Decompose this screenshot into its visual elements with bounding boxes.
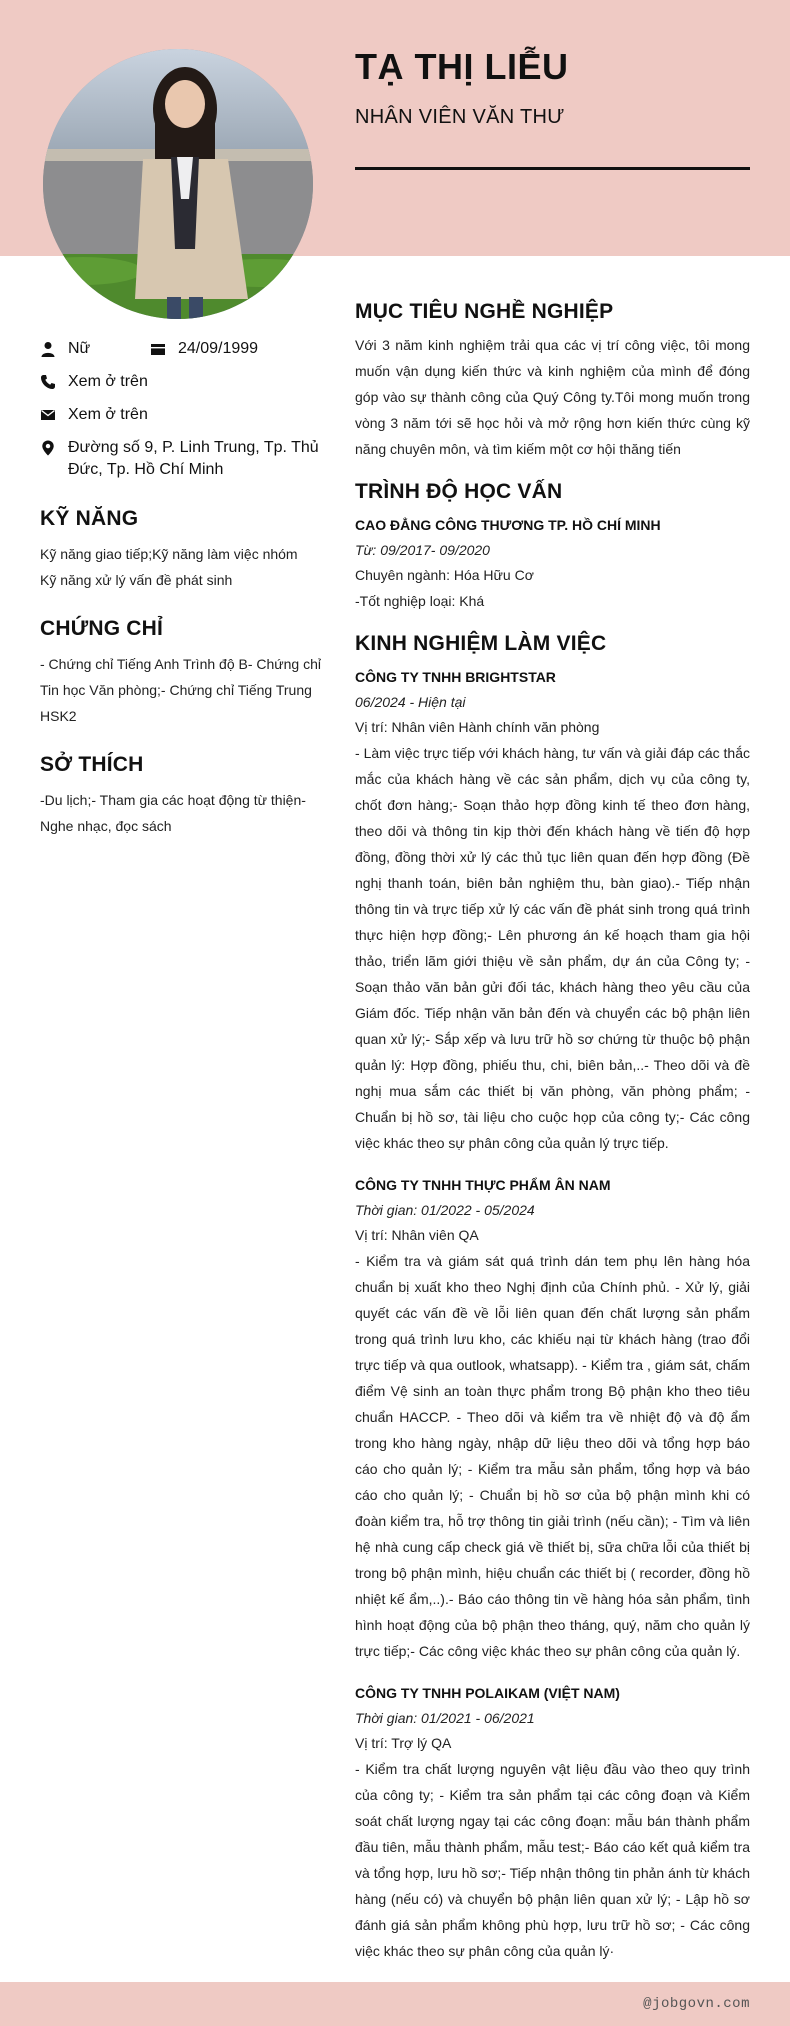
experience-heading: KINH NGHIỆM LÀM VIỆC <box>355 632 607 655</box>
skills-heading: KỸ NĂNG <box>40 507 139 530</box>
job-role: Vị trí: Nhân viên Hành chính văn phòng <box>355 719 600 735</box>
education-heading: TRÌNH ĐỘ HỌC VẤN <box>355 480 563 503</box>
job-description: - Làm việc trực tiếp với khách hàng, tư vấn và giải đáp các thắc mắc của khách hàng về các sản phẩm, dịch vụ của công ty, chốt đơn hàng;- Soạn thảo hợp đồng kinh tế theo đơn hàng, theo dõi và thông tin kịp thời đến khách hàng về tiến độ hợp đồng, đồng thời xử lý các thủ tục liên quan đến hợp đồng (Đề nghị thanh toán, biên bản nghiệm thu, bàn giao).- Tiếp nhận thông tin và trực tiếp xử lý các vấn đề phát sinh trong quá trình thực hiện hợp đồng;- Lên phương án kế hoạch tham gia hội thảo, triển lãm giới thiệu về sản phẩm, dự án của Công ty; - Soạn thảo văn bản gửi đối tác, khách hàng theo yêu cầu của Giám đốc. Tiếp nhận văn bản đến và chuyển các bộ phận liên quan xử lý;- Sắp xếp và lưu trữ hồ sơ chứng từ thuộc bộ phận quản lý: Hợp đồng, phiếu thu, chi, biên bản,..- Theo dõi và đề nghị mua sắm các thiết bị văn phòng, văn phòng phẩm; - Chuẩn bị hồ sơ, tài liệu cho cuộc họp của công ty;- Các công việc khác theo sự phân công của quản lý trực tiếp. <box>355 745 750 1151</box>
objective-section <box>355 300 750 462</box>
gender-birthday-row <box>40 338 330 360</box>
objective-heading: MỤC TIÊU NGHỀ NGHIỆP <box>355 300 614 323</box>
education-section <box>355 480 750 614</box>
title-divider <box>355 167 750 170</box>
job-company: CÔNG TY TNHH POLAIKAM (VIỆT NAM) <box>355 1685 620 1701</box>
job-company: CÔNG TY TNHH THỰC PHẨM ÂN NAM <box>355 1177 611 1193</box>
address-row <box>40 437 330 481</box>
skill-line: Kỹ năng xử lý vấn đề phát sinh <box>40 572 233 588</box>
job-description: - Kiểm tra và giám sát quá trình dán tem phụ lên hàng hóa chuẩn bị xuất kho theo Nghị định của Chính phủ. - Xử lý, giải quyết các vấn đề về lỗi liên quan đến chất lượng sản phẩm trong quá trình lưu kho, các khiếu nại từ khách hàng (trao đổi trực tiếp và qua outlook, whatsapp). - Kiểm tra , giám sát, chấm điểm Vệ sinh an toàn thực phẩm trong Bộ phận kho theo tiêu chuẩn HACCP. - Theo dõi và kiểm tra về nhiệt độ và độ ẩm trong kho hàng ngày, nhập dữ liệu theo dõi và tổng hợp báo cáo cho quản lý; - Kiểm tra mẫu sản phẩm, tổng hợp và báo cáo cho quản lý; - Chuẩn bị hồ sơ của bộ phận mình khi có đoàn kiểm tra, hỗ trợ thông tin giải trình (nếu cần); - Tìm và liên hệ nhà cung cấp check giá về thiết bị, sữa chữa lỗi của thiết bị trong bộ phận mình, hiệu chuẩn các thiết bị ( recorder, đồng hồ nhiệt kế ẩm,..).- Báo cáo thông tin về hàng hóa sản phẩm, tình hình hoạt động của bộ phận theo tháng, quý, năm cho quản lý trực tiếp;- Các công việc khác theo sự phân công của quản lý. <box>355 1253 750 1659</box>
job-period: 06/2024 - Hiện tại <box>355 694 466 710</box>
certificates-heading: CHỨNG CHỈ <box>40 617 164 640</box>
hobbies-heading: SỞ THÍCH <box>40 753 144 776</box>
education-period: Từ: 09/2017- 09/2020 <box>355 542 490 558</box>
job-company: CÔNG TY TNHH BRIGHTSTAR <box>355 669 556 685</box>
right-column <box>355 300 750 1980</box>
left-column <box>40 338 330 839</box>
birthday-row <box>150 338 258 360</box>
skill-line: Kỹ năng giao tiếp;Kỹ năng làm việc nhóm <box>40 546 298 562</box>
job-period: Thời gian: 01/2021 - 06/2021 <box>355 1710 535 1726</box>
calendar-icon <box>150 341 166 357</box>
birthday-value: 24/09/1999 <box>178 340 259 357</box>
objective-text: Với 3 năm kinh nghiệm trải qua các vị trí công việc, tôi mong muốn vận dụng kiến thức và kinh nghiệm của mình để đóng góp vào sự thành công của Quý Công ty.Tôi mong muốn trong vòng 3 năm tới sẽ học hỏi và mở rộng hơn kiến thức cùng kỹ năng chuyên môn, và tìm kiếm một cơ hội thăng tiến <box>355 337 750 457</box>
phone-icon <box>40 374 56 390</box>
job-period: Thời gian: 01/2022 - 05/2024 <box>355 1202 535 1218</box>
job-role: Vị trí: Trợ lý QA <box>355 1735 452 1751</box>
phone-value: Xem ở trên <box>68 373 148 390</box>
job-item <box>355 1680 750 1964</box>
candidate-name: TẠ THỊ LIỄU <box>355 46 569 87</box>
person-icon <box>40 341 56 357</box>
school-name: CAO ĐẲNG CÔNG THƯƠNG TP. HỒ CHÍ MINH <box>355 517 661 533</box>
email-row <box>40 404 330 426</box>
gender-row <box>40 338 150 360</box>
location-icon <box>40 440 56 456</box>
footer-watermark: @jobgovn.com <box>643 1996 750 2012</box>
job-description: - Kiểm tra chất lượng nguyên vật liệu đầu vào theo quy trình của công ty; - Kiểm tra sản phẩm tại các công đoạn và Kiểm soát chất lượng ngay tại các công đoạn: mẫu bán thành phẩm đầu tiên, mẫu thành phẩm, mẫu test;- Báo cáo kết quả kiểm tra và tổng hợp, lưu hồ sơ;- Tiếp nhận thông tin phản ánh từ khách hàng (nếu có) và chuyển bộ phận liên quan xử lý; - Lập hồ sơ đánh giá sản phẩm không phù hợp, lưu trữ hồ sơ; - Các công việc khác theo sự phân công của quản lý· <box>355 1761 750 1959</box>
job-item <box>355 664 750 1156</box>
hobbies-text: -Du lịch;- Tham gia các hoạt động từ thiện-Nghe nhạc, đọc sách <box>40 792 306 834</box>
job-role: Vị trí: Nhân viên QA <box>355 1227 479 1243</box>
certificates-text: - Chứng chỉ Tiếng Anh Trình độ B- Chứng chỉ Tin học Văn phòng;- Chứng chỉ Tiếng Trung HSK2 <box>40 656 322 724</box>
email-icon <box>40 407 56 423</box>
phone-row <box>40 371 330 393</box>
profile-photo <box>43 49 313 319</box>
address-value: Đường số 9, P. Linh Trung, Tp. Thủ Đức, Tp. Hồ Chí Minh <box>68 439 319 478</box>
gender-value: Nữ <box>68 340 91 357</box>
experience-section <box>355 632 750 1964</box>
education-major: Chuyên ngành: Hóa Hữu Cơ <box>355 567 534 583</box>
job-item <box>355 1172 750 1664</box>
education-grade: -Tốt nghiệp loại: Khá <box>355 593 485 609</box>
candidate-position: NHÂN VIÊN VĂN THƯ <box>355 106 565 128</box>
email-value: Xem ở trên <box>68 406 148 423</box>
